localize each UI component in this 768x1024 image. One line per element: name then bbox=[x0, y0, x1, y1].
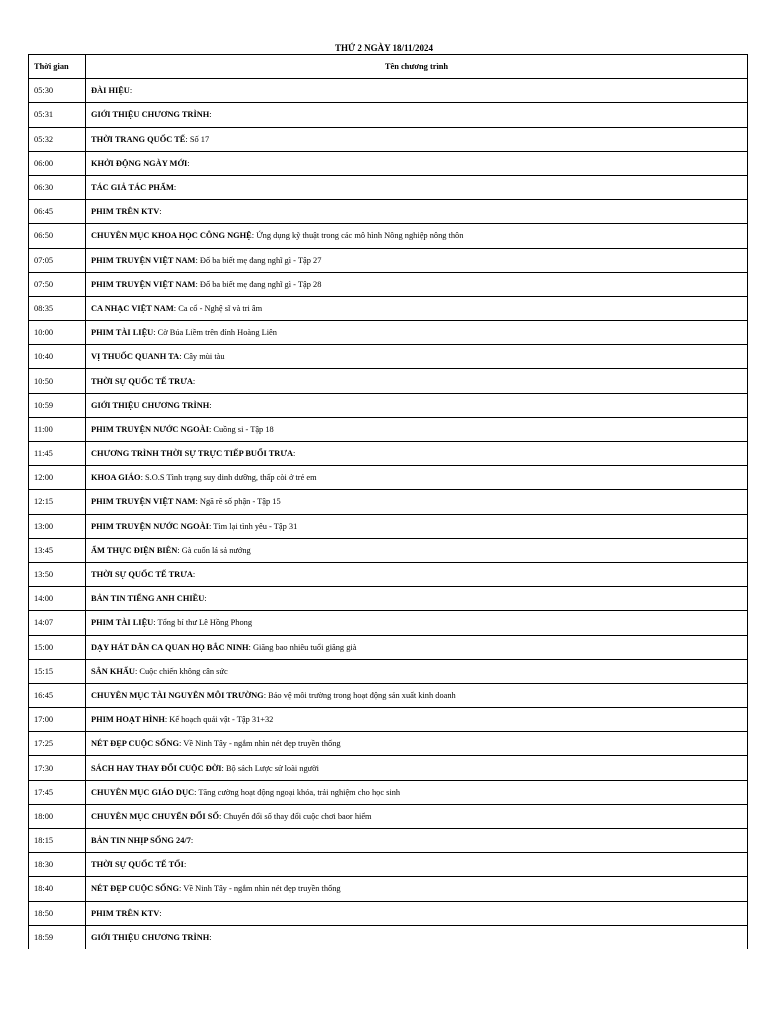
program-cell bbox=[86, 611, 748, 635]
program-name: KHOA GIÁO bbox=[91, 473, 141, 483]
program-detail: Tìm lại tình yêu - Tập 31 bbox=[211, 521, 298, 531]
program-name: KHỞI ĐỘNG NGÀY MỚI bbox=[91, 158, 188, 168]
table-row bbox=[29, 151, 748, 175]
program-detail: Cuồng si - Tập 18 bbox=[211, 424, 274, 434]
program-cell bbox=[86, 925, 748, 949]
time-cell: 06:00 bbox=[29, 151, 86, 175]
program-separator: : bbox=[192, 570, 196, 580]
program-cell bbox=[86, 587, 748, 611]
program-detail: Bảo vệ môi trường trong hoạt động sản xuất kinh doanh bbox=[266, 690, 456, 700]
time-cell: 11:00 bbox=[29, 417, 86, 441]
time-cell: 18:00 bbox=[29, 804, 86, 828]
program-separator: : bbox=[159, 908, 162, 918]
program-detail: Cuộc chiến không cân sức bbox=[137, 666, 228, 676]
program-name: PHIM TÀI LIỆU bbox=[91, 618, 154, 628]
time-cell: 12:00 bbox=[29, 466, 86, 490]
page-title: THỨ 2 NGÀY 18/11/2024 bbox=[334, 43, 434, 53]
program-cell bbox=[86, 538, 748, 562]
table-row bbox=[29, 708, 748, 732]
program-cell bbox=[86, 756, 748, 780]
program-cell bbox=[86, 79, 748, 103]
program-detail: Ngã rẽ số phận - Tập 15 bbox=[197, 497, 281, 507]
time-cell: 18:50 bbox=[29, 901, 86, 925]
program-cell bbox=[86, 877, 748, 901]
program-name: PHIM HOẠT HÌNH bbox=[91, 715, 165, 725]
time-cell: 17:30 bbox=[29, 756, 86, 780]
table-row bbox=[29, 79, 748, 103]
program-cell bbox=[86, 127, 748, 151]
time-cell: 17:00 bbox=[29, 708, 86, 732]
program-separator: : bbox=[221, 763, 224, 773]
table-row bbox=[29, 248, 748, 272]
column-header-time: Thời gian bbox=[29, 55, 86, 79]
program-name: CHƯƠNG TRÌNH THỜI SỰ TRỰC TIẾP BUỔI TRƯA bbox=[91, 449, 294, 459]
program-separator: : bbox=[293, 449, 296, 459]
program-separator: : bbox=[173, 303, 177, 313]
program-cell bbox=[86, 659, 748, 683]
program-name: PHIM TRUYỆN NƯỚC NGOÀI bbox=[91, 521, 209, 531]
program-name: PHIM TRUYỆN VIỆT NAM bbox=[91, 255, 196, 265]
program-cell bbox=[86, 200, 748, 224]
program-detail: Bộ sách Lược sử loài người bbox=[223, 763, 319, 773]
program-detail: Kế hoạch quái vật - Tập 31+32 bbox=[167, 715, 274, 725]
program-separator: : bbox=[194, 787, 197, 797]
program-cell bbox=[86, 369, 748, 393]
table-row bbox=[29, 224, 748, 248]
table-row bbox=[29, 490, 748, 514]
table-row bbox=[29, 683, 748, 707]
time-cell: 14:00 bbox=[29, 587, 86, 611]
program-separator: : bbox=[208, 424, 212, 434]
program-cell bbox=[86, 804, 748, 828]
time-cell: 14:07 bbox=[29, 611, 86, 635]
program-cell bbox=[86, 345, 748, 369]
program-separator: : bbox=[208, 521, 212, 531]
program-separator: : bbox=[164, 715, 168, 725]
schedule-table bbox=[28, 54, 748, 949]
program-cell bbox=[86, 829, 748, 853]
table-row bbox=[29, 877, 748, 901]
program-name: DẠY HÁT DÂN CA QUAN HỌ BẮC NINH bbox=[91, 642, 249, 652]
program-name: BẢN TIN NHỊP SỐNG 24/7 bbox=[91, 836, 191, 846]
table-row bbox=[29, 901, 748, 925]
table-row bbox=[29, 659, 748, 683]
program-cell bbox=[86, 417, 748, 441]
program-detail: Chuyển đổi số thay đổi cuộc chơi baor hiểm bbox=[221, 811, 372, 821]
program-name: CHUYÊN MỤC GIÁO DỤC bbox=[91, 787, 195, 797]
table-row bbox=[29, 175, 748, 199]
table-row bbox=[29, 635, 748, 659]
program-cell bbox=[86, 514, 748, 538]
table-row bbox=[29, 393, 748, 417]
table-row bbox=[29, 200, 748, 224]
program-cell bbox=[86, 708, 748, 732]
program-separator: : bbox=[248, 642, 251, 652]
program-detail: Đố ba biết mẹ đang nghĩ gì - Tập 28 bbox=[197, 279, 322, 289]
program-separator: : bbox=[177, 545, 180, 555]
program-name: PHIM TÀI LIỆU bbox=[91, 328, 154, 338]
program-cell bbox=[86, 393, 748, 417]
table-row bbox=[29, 345, 748, 369]
program-detail: Ứng dụng kỹ thuật trong các mô hình Nông nghiệp nông thôn bbox=[254, 231, 464, 241]
program-name: GIỚI THIỆU CHƯƠNG TRÌNH bbox=[91, 400, 210, 410]
program-detail: Về Ninh Tây - ngắm nhìn nét đẹp truyền thống bbox=[181, 739, 341, 749]
time-cell: 18:30 bbox=[29, 853, 86, 877]
time-cell: 13:50 bbox=[29, 562, 86, 586]
table-row bbox=[29, 538, 748, 562]
program-cell bbox=[86, 901, 748, 925]
program-name: SÂN KHẤU bbox=[91, 666, 135, 676]
table-row bbox=[29, 780, 748, 804]
program-detail: Gà cuốn lá sả nướng bbox=[179, 545, 251, 555]
program-detail: Về Ninh Tây - ngắm nhìn nét đẹp truyền thống bbox=[181, 884, 341, 894]
time-cell: 18:59 bbox=[29, 925, 86, 949]
program-separator: : bbox=[159, 207, 162, 217]
time-cell: 05:30 bbox=[29, 79, 86, 103]
table-row bbox=[29, 829, 748, 853]
program-separator: : bbox=[173, 183, 177, 193]
program-detail: Ca cổ - Nghệ sĩ và tri âm bbox=[176, 303, 263, 313]
program-separator: : bbox=[153, 618, 156, 628]
program-name: NÉT ĐẸP CUỘC SỐNG bbox=[91, 739, 180, 749]
program-cell bbox=[86, 272, 748, 296]
schedule-body bbox=[29, 79, 748, 950]
program-separator: : bbox=[179, 739, 182, 749]
time-cell: 17:45 bbox=[29, 780, 86, 804]
program-separator: : bbox=[195, 279, 198, 289]
time-cell: 13:00 bbox=[29, 514, 86, 538]
time-cell: 15:00 bbox=[29, 635, 86, 659]
program-separator: : bbox=[185, 134, 188, 144]
table-row bbox=[29, 611, 748, 635]
program-separator: : bbox=[204, 594, 207, 604]
table-row bbox=[29, 732, 748, 756]
time-cell: 10:50 bbox=[29, 369, 86, 393]
time-cell: 10:59 bbox=[29, 393, 86, 417]
program-name: PHIM TRUYỆN NƯỚC NGOÀI bbox=[91, 424, 209, 434]
time-cell: 06:45 bbox=[29, 200, 86, 224]
program-cell bbox=[86, 683, 748, 707]
program-cell bbox=[86, 442, 748, 466]
column-header-program: Tên chương trình bbox=[86, 55, 748, 79]
table-row bbox=[29, 321, 748, 345]
program-separator: : bbox=[209, 400, 212, 410]
time-cell: 08:35 bbox=[29, 296, 86, 320]
program-name: NÉT ĐẸP CUỘC SỐNG bbox=[91, 884, 180, 894]
program-separator: : bbox=[179, 884, 182, 894]
program-cell bbox=[86, 635, 748, 659]
program-separator: : bbox=[134, 666, 138, 676]
program-detail: Giăng bao nhiêu tuổi giăng già bbox=[250, 642, 357, 652]
program-detail: Tổng bí thư Lê Hồng Phong bbox=[155, 618, 253, 628]
program-cell bbox=[86, 224, 748, 248]
program-cell bbox=[86, 490, 748, 514]
time-cell: 16:45 bbox=[29, 683, 86, 707]
program-name: CA NHẠC VIỆT NAM bbox=[91, 303, 174, 313]
table-row bbox=[29, 369, 748, 393]
program-cell bbox=[86, 103, 748, 127]
table-row bbox=[29, 442, 748, 466]
time-cell: 10:00 bbox=[29, 321, 86, 345]
program-name: THỜI SỰ QUỐC TẾ TRƯA bbox=[91, 376, 193, 386]
program-name: PHIM TRÊN KTV bbox=[91, 908, 160, 918]
program-name: CHUYÊN MỤC KHOA HỌC CÔNG NGHỆ bbox=[91, 231, 252, 241]
program-separator: : bbox=[153, 328, 156, 338]
program-separator: : bbox=[183, 860, 187, 870]
table-header-row bbox=[29, 55, 748, 79]
table-row bbox=[29, 417, 748, 441]
time-cell: 18:40 bbox=[29, 877, 86, 901]
time-cell: 15:15 bbox=[29, 659, 86, 683]
program-name: PHIM TRÊN KTV bbox=[91, 207, 160, 217]
table-row bbox=[29, 296, 748, 320]
program-separator: : bbox=[251, 231, 255, 241]
program-name: VỊ THUỐC QUANH TA bbox=[91, 352, 180, 362]
program-name: BẢN TIN TIẾNG ANH CHIỀU bbox=[91, 594, 205, 604]
table-row bbox=[29, 466, 748, 490]
program-name: CHUYÊN MỤC TÀI NGUYÊN MÔI TRƯỜNG bbox=[91, 690, 264, 700]
program-detail: Cây mùi tàu bbox=[181, 352, 225, 362]
program-name: SÁCH HAY THAY ĐỔI CUỘC ĐỜI bbox=[91, 763, 222, 773]
program-cell bbox=[86, 732, 748, 756]
table-row bbox=[29, 804, 748, 828]
program-name: GIỚI THIỆU CHƯƠNG TRÌNH bbox=[91, 110, 210, 120]
program-separator: : bbox=[209, 933, 212, 942]
time-cell: 13:45 bbox=[29, 538, 86, 562]
table-row bbox=[29, 127, 748, 151]
time-cell: 05:31 bbox=[29, 103, 86, 127]
program-separator: : bbox=[129, 86, 133, 96]
table-row bbox=[29, 514, 748, 538]
program-separator: : bbox=[190, 836, 194, 846]
program-separator: : bbox=[140, 473, 143, 483]
program-detail: Đố ba biết mẹ đang nghĩ gì - Tập 27 bbox=[197, 255, 322, 265]
program-name: CHUYÊN MỤC CHUYỂN ĐỔI SỐ bbox=[91, 811, 219, 821]
program-detail: Số 17 bbox=[187, 134, 210, 144]
program-separator: : bbox=[179, 352, 182, 362]
time-cell: 17:25 bbox=[29, 732, 86, 756]
program-separator: : bbox=[263, 690, 267, 700]
time-cell: 18:15 bbox=[29, 829, 86, 853]
program-separator: : bbox=[195, 497, 198, 507]
table-row bbox=[29, 853, 748, 877]
program-cell bbox=[86, 466, 748, 490]
program-cell bbox=[86, 151, 748, 175]
program-name: PHIM TRUYỆN VIỆT NAM bbox=[91, 279, 196, 289]
program-detail: Cờ Búa Liềm trên đỉnh Hoàng Liên bbox=[155, 328, 277, 338]
program-name: TÁC GIẢ TÁC PHẨM bbox=[91, 183, 174, 193]
program-detail: Tăng cường hoạt động ngoại khóa, trải nghiệm cho học sinh bbox=[196, 787, 401, 797]
table-row bbox=[29, 103, 748, 127]
program-name: ẨM THỰC ĐIỆN BIÊN bbox=[91, 545, 178, 555]
table-row bbox=[29, 587, 748, 611]
program-detail: S.O.S Tình trạng suy dinh dưỡng, thấp còi ở trẻ em bbox=[142, 473, 317, 483]
time-cell: 07:50 bbox=[29, 272, 86, 296]
program-cell bbox=[86, 248, 748, 272]
program-separator: : bbox=[218, 811, 222, 821]
program-name: THỜI SỰ QUỐC TẾ TỐI bbox=[91, 860, 184, 870]
program-cell bbox=[86, 175, 748, 199]
program-separator: : bbox=[195, 255, 198, 265]
program-name: PHIM TRUYỆN VIỆT NAM bbox=[91, 497, 196, 507]
table-row bbox=[29, 562, 748, 586]
program-name: ĐÀI HIỆU bbox=[91, 86, 130, 96]
time-cell: 11:45 bbox=[29, 442, 86, 466]
program-cell bbox=[86, 562, 748, 586]
program-name: THỜI SỰ QUỐC TẾ TRƯA bbox=[91, 570, 193, 580]
program-separator: : bbox=[192, 376, 196, 386]
time-cell: 06:50 bbox=[29, 224, 86, 248]
program-cell bbox=[86, 296, 748, 320]
time-cell: 12:15 bbox=[29, 490, 86, 514]
time-cell: 07:05 bbox=[29, 248, 86, 272]
program-separator: : bbox=[187, 158, 190, 168]
program-cell bbox=[86, 780, 748, 804]
program-name: THỜI TRANG QUỐC TẾ bbox=[91, 134, 186, 144]
time-cell: 05:32 bbox=[29, 127, 86, 151]
table-row bbox=[29, 925, 748, 949]
table-row bbox=[29, 756, 748, 780]
time-cell: 10:40 bbox=[29, 345, 86, 369]
program-cell bbox=[86, 853, 748, 877]
program-separator: : bbox=[209, 110, 212, 120]
table-row bbox=[29, 272, 748, 296]
program-cell bbox=[86, 321, 748, 345]
program-name: GIỚI THIỆU CHƯƠNG TRÌNH bbox=[91, 933, 210, 942]
time-cell: 06:30 bbox=[29, 175, 86, 199]
